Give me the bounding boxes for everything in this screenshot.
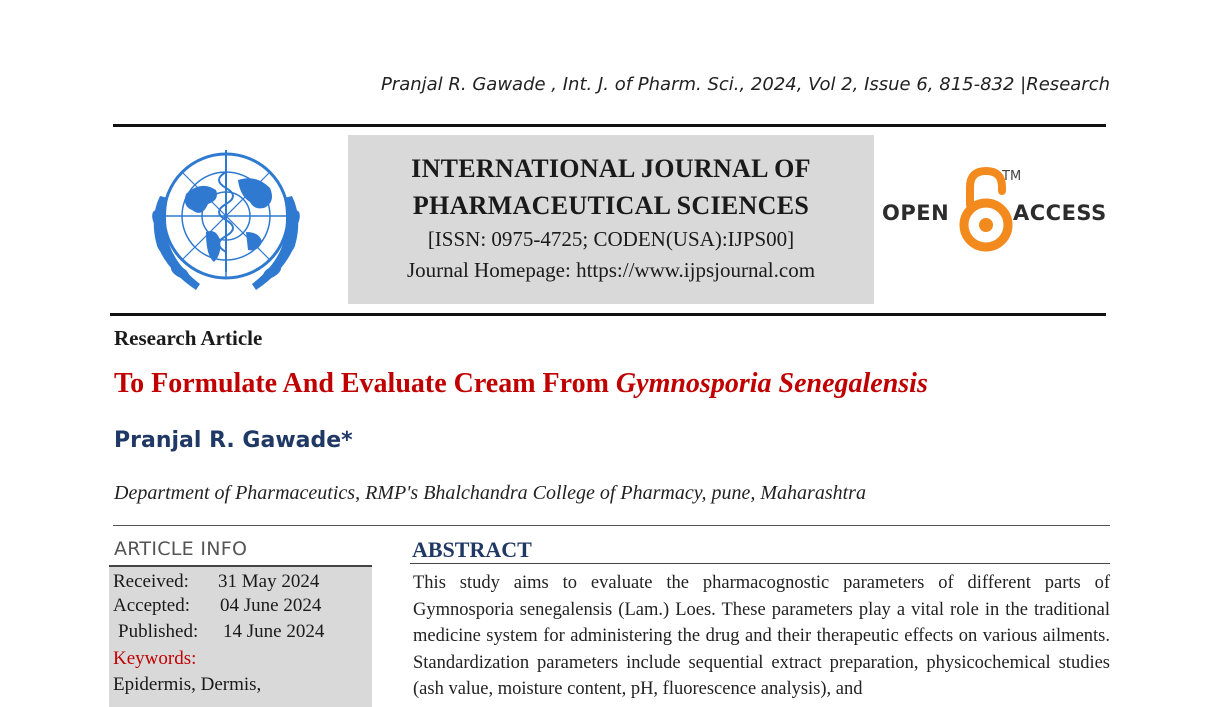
article-title-species: Gymnosporia Senegalensis xyxy=(615,368,928,399)
header-bottom-rule xyxy=(110,313,1106,316)
journal-title-line-2: PHARMACEUTICAL SCIENCES xyxy=(412,191,810,220)
journal-masthead xyxy=(348,135,874,304)
published-date: 14 June 2024 xyxy=(223,621,325,642)
article-title-text: To Formulate And Evaluate Cream From xyxy=(114,368,616,399)
section-divider xyxy=(113,525,1110,526)
abstract-heading: ABSTRACT xyxy=(412,537,532,562)
open-access-trademark: TM xyxy=(1002,169,1022,184)
header-top-rule xyxy=(113,124,1106,127)
article-type: Research Article xyxy=(114,326,263,350)
keywords-label: Keywords: xyxy=(113,648,197,669)
author-affiliation: Department of Pharmaceutics, RMP's Bhalchandra College of Pharmacy, pune, Maharashtra xyxy=(114,482,866,504)
accepted-date: 04 June 2024 xyxy=(220,595,322,616)
published-label: Published: xyxy=(118,621,199,642)
journal-title-line-1: INTERNATIONAL JOURNAL OF xyxy=(411,154,811,183)
article-title xyxy=(114,368,928,400)
received-date: 31 May 2024 xyxy=(218,571,320,592)
received-label: Received: xyxy=(113,571,189,592)
open-access-left-word: OPEN xyxy=(882,201,950,225)
open-access-right-word: ACCESS xyxy=(1013,201,1107,225)
author-name[interactable]: Pranjal R. Gawade* xyxy=(114,428,353,453)
journal-title xyxy=(348,150,874,224)
open-access-logo xyxy=(880,165,1110,255)
journal-issn: [ISSN: 0975-4725; CODEN(USA):IJPS00] xyxy=(427,227,795,251)
abstract-rule xyxy=(410,563,1110,564)
abstract-text: This study aims to evaluate the pharmacognostic parameters of different parts of Gymnosporia senegalensis (Lam.) Loes. These parameters play a vital role in the traditional medicine system for administering the drug and their therapeutic effects on various ailments. Standardization parameters include sequential extract preparation, physicochemical studies (ash value, moisture content, pH, fluorescence analysis), and xyxy=(413,573,1110,699)
article-info-box xyxy=(109,565,372,707)
journal-homepage: Journal Homepage: https://www.ijpsjournal.com xyxy=(406,258,816,282)
accepted-label: Accepted: xyxy=(113,595,191,616)
running-head: Pranjal R. Gawade , Int. J. of Pharm. Sci., 2024, Vol 2, Issue 6, 815-832 |Research xyxy=(380,74,1110,95)
keywords-text: Epidermis, Dermis, xyxy=(113,674,262,695)
article-info-heading: ARTICLE INFO xyxy=(114,538,248,560)
journal-emblem-icon xyxy=(126,136,326,306)
